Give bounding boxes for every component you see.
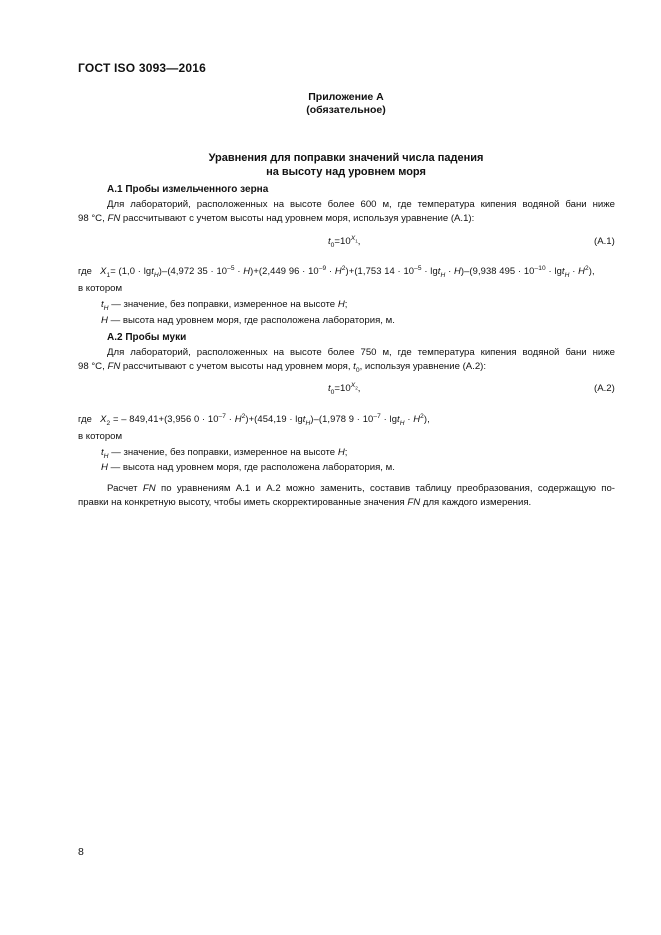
page-number: 8 [78,846,84,858]
page-title [190,152,502,179]
annex-heading [190,91,502,117]
page-title-line1: Уравнения для поправки значений числа падения [208,152,484,164]
section-a1-heading: А.1 Пробы измельченного зерна [107,184,269,195]
a1-def-t: $t_H$ — значение, без поправки, измеренное на высоте H; [101,299,348,312]
a2-para-line1: Для лабораторий, расположенных на высоте более 750 м, где температура кипения водяной бани ниже [107,347,615,358]
section-a2-paragraph: Для лабораторий, расположенных на высоте более 750 м, где температура кипения водяной бани ниже 98 °С, FN рассчитывают с учетом высоты над уровнем моря, $t_0$, используя уравнение (А.2): [78,347,615,374]
page-title-line2: на высоту над уровнем моря [266,165,426,178]
equation-a1: $t_0=10^{X_1}$, [328,234,361,249]
a2-in-which: в котором [78,431,123,442]
a1-para-line2a: 98 °С, [78,212,105,224]
equation-a2-number: (А.2) [594,383,615,394]
equation-a1-expansion: где $X_1= (1,0 \cdot \lg t_H)-(4,972$ $35 \cdot 10^{-5} \cdot H)+(2,449$ $96 \cdot 10^{-9} \cdot H^2)+(1,753$ $14 \cdot 10^{-5} \cdot \lg t_H \cdot H)-(9,938$ $495 \cdot 10^{-10} \cdot \lg t_H \cdot H^2$), [78,264,595,279]
a2-def-t: $t_H$ — значение, без поправки, измеренное на высоте H; [101,447,348,460]
annex-subtitle: (обязательное) [306,104,386,116]
equation-a2: $t_0=10^{X_2}$, [328,381,361,396]
a1-def-h: H — высота над уровнем моря, где расположена лаборатория, м. [101,315,395,326]
closing-paragraph: Расчет FN по уравнениям А.1 и А.2 можно заменить, составив таблицу преобразования, содержащую по- правки на конкретную высоту, чтобы иметь скорректированные значения FN для каждого измерения. [78,483,616,508]
a1-para-line2b: рассчитывают с учетом высоты над уровнем моря, используя уравнение (А.1): [122,212,475,224]
annex-title: Приложение А [308,91,384,103]
equation-a1-number: (А.1) [594,236,615,247]
a2-def-h: H — высота над уровнем моря, где расположена лаборатория, м. [101,462,395,473]
section-a2-heading: А.2 Пробы муки [107,332,187,343]
document-code: ГОСТ ISO 3093—2016 [78,61,207,75]
section-a1-paragraph [78,198,615,225]
a1-in-which: в котором [78,283,123,294]
a1-para-line1: Для лабораторий, расположенных на высоте более 600 м, где температура кипения водяной бани ниже [107,199,615,210]
a1-para-fn: FN [107,212,121,224]
equation-a2-expansion: где $X_2$ = – 849,41+(3,956 $0 \cdot 10^{-7} \cdot H^2)+(454,19 \cdot \lg t_H)-(1,978$ $9 \cdot 10^{-7} \cdot \lg t_H \cdot H^2$), [78,412,430,427]
where-label: где [78,265,92,276]
